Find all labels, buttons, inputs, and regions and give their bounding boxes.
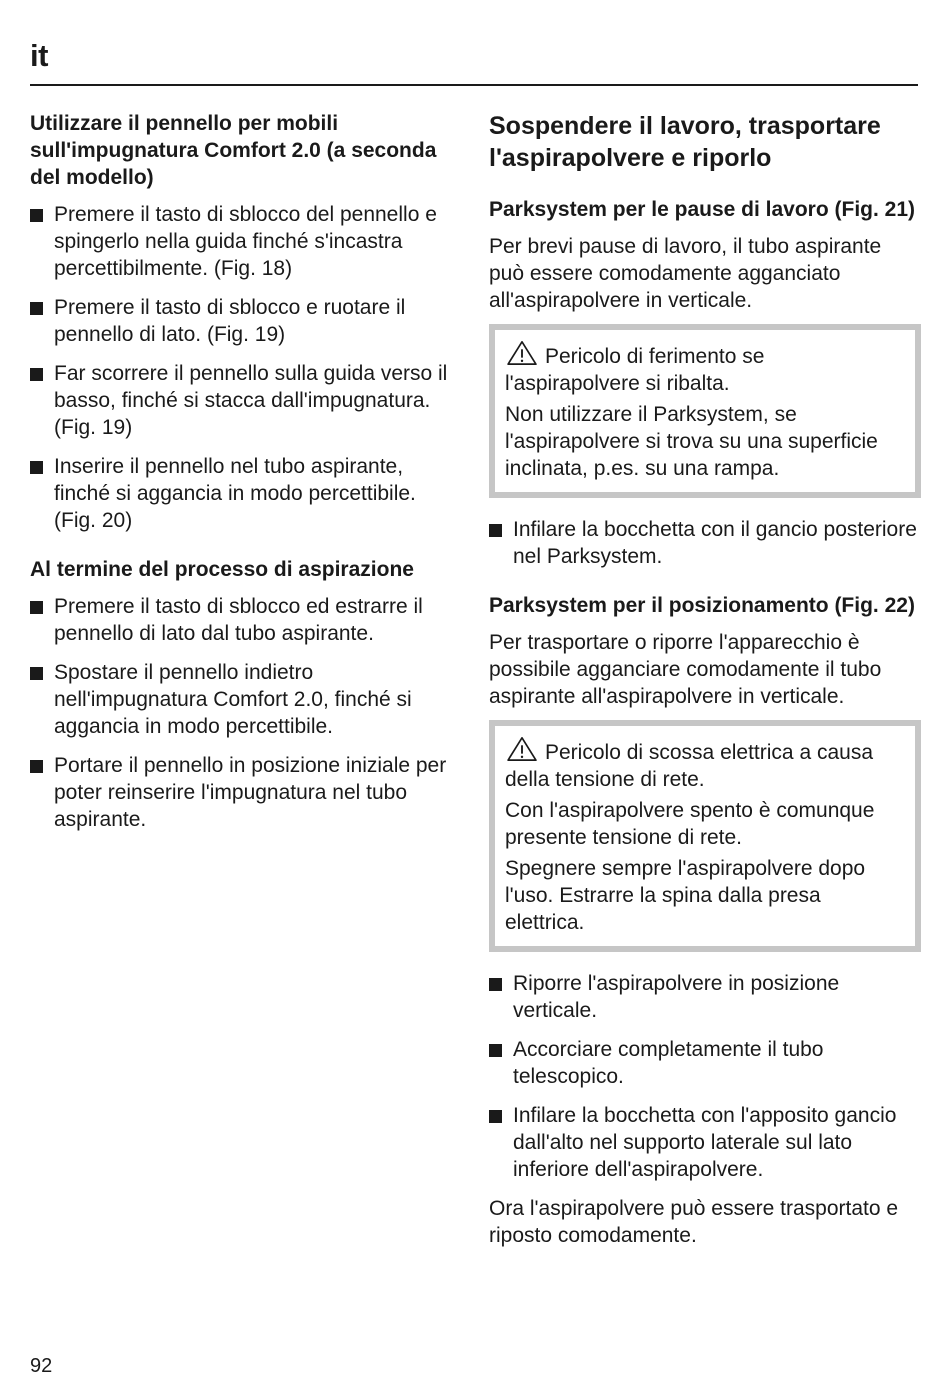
parksystem-position-text: Per trasportare o riporre l'apparecchio è possibile agganciare comodamente il tubo aspirante all'aspirapolvere in verticale. xyxy=(489,631,882,708)
page-number: 92 xyxy=(30,1355,53,1377)
warning-line: Con l'aspirapolvere spento è comunque presente tensione di rete. xyxy=(505,799,875,849)
header-rule xyxy=(30,84,918,86)
warning-line: Pericolo di scossa elettrica a causa della tensione di rete. xyxy=(505,736,903,793)
warning-line: Non utilizzare il Parksystem, se l'aspirapolvere si trova su una superficie inclinata, p.es. su una rampa. xyxy=(505,403,878,480)
bullet-square-icon xyxy=(30,302,43,315)
bullet-square-icon xyxy=(489,1110,502,1123)
list-item: Premere il tasto di sblocco del pennello e spingerlo nella guida finché s'incastra percettibilmente. (Fig. 18) xyxy=(30,201,462,282)
list-item: Far scorrere il pennello sulla guida verso il basso, finché si stacca dall'impugnatura. (Fig. 19) xyxy=(30,360,462,441)
list-item: Premere il tasto di sblocco e ruotare il pennello di lato. (Fig. 19) xyxy=(30,294,462,348)
warning-box-electric-shock xyxy=(489,720,921,952)
bullet-square-icon xyxy=(489,1044,502,1057)
bullet-square-icon xyxy=(489,524,502,537)
section-heading-parksystem-pause: Parksystem per le pause di lavoro (Fig. 21) xyxy=(489,198,915,221)
left-column xyxy=(30,110,462,845)
list-item: Portare il pennello in posizione iniziale per poter reinserire l'impugnatura nel tubo aspirante. xyxy=(30,752,462,833)
warning-line: Spegnere sempre l'aspirapolvere dopo l'uso. Estrarre la spina dalla presa elettrica. xyxy=(505,857,866,934)
section-heading-end-of-vacuuming: Al termine del processo di aspirazione xyxy=(30,558,414,581)
list-item: Premere il tasto di sblocco ed estrarre il pennello di lato dal tubo aspirante. xyxy=(30,593,462,647)
bullet-square-icon xyxy=(30,461,43,474)
closing-text: Ora l'aspirapolvere può essere trasportato e riposto comodamente. xyxy=(489,1197,899,1247)
right-column xyxy=(489,110,921,1259)
bullet-square-icon xyxy=(30,667,43,680)
list-item: Infilare la bocchetta con il gancio posteriore nel Parksystem. xyxy=(489,516,921,570)
warning-box-tipping xyxy=(489,324,921,498)
bullet-square-icon xyxy=(30,368,43,381)
section-heading-parksystem-position: Parksystem per il posizionamento (Fig. 22) xyxy=(489,594,915,617)
end-of-vacuuming-steps xyxy=(30,593,462,833)
bullet-square-icon xyxy=(489,978,502,991)
bullet-square-icon xyxy=(30,601,43,614)
list-item: Riporre l'aspirapolvere in posizione verticale. xyxy=(489,970,921,1024)
warning-line: Pericolo di ferimento se l'aspirapolvere si ribalta. xyxy=(505,340,903,397)
language-code: it xyxy=(30,38,48,73)
list-item: Inserire il pennello nel tubo aspirante, finché si aggancia in modo percettibile. (Fig. 20) xyxy=(30,453,462,534)
section-heading-furniture-brush: Utilizzare il pennello per mobili sull'impugnatura Comfort 2.0 (a seconda del modello) xyxy=(30,112,437,189)
bullet-square-icon xyxy=(30,209,43,222)
parksystem-position-steps xyxy=(489,970,921,1183)
furniture-brush-steps xyxy=(30,201,462,534)
parksystem-pause-steps xyxy=(489,516,921,570)
list-item: Accorciare completamente il tubo telescopico. xyxy=(489,1036,921,1090)
section-title: Sospendere il lavoro, trasportare l'aspirapolvere e riporlo xyxy=(489,112,881,172)
list-item: Spostare il pennello indietro nell'impugnatura Comfort 2.0, finché si aggancia in modo percettibile. xyxy=(30,659,462,740)
list-item: Infilare la bocchetta con l'apposito gancio dall'alto nel supporto laterale sul lato inferiore dell'aspirapolvere. xyxy=(489,1102,921,1183)
warning-triangle-icon xyxy=(505,340,539,366)
warning-triangle-icon xyxy=(505,736,539,762)
parksystem-pause-text: Per brevi pause di lavoro, il tubo aspirante può essere comodamente agganciato all'aspirapolvere in verticale. xyxy=(489,235,882,312)
bullet-square-icon xyxy=(30,760,43,773)
